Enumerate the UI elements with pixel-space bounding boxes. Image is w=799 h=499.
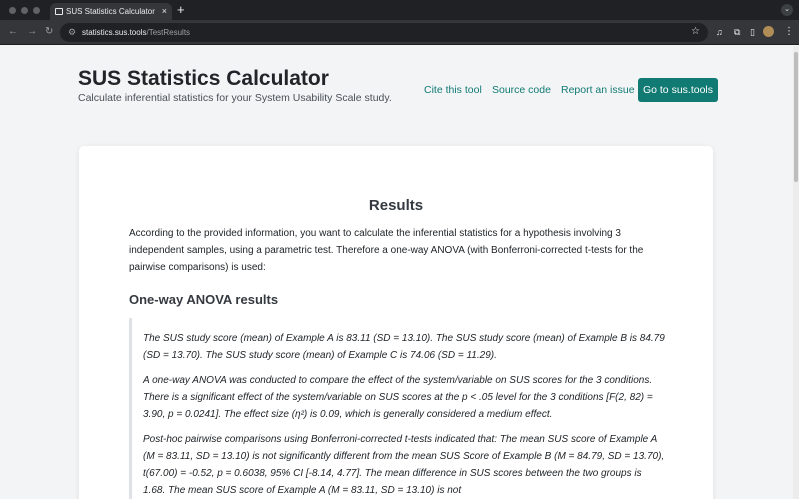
browser-tab-strip: [0, 0, 799, 20]
web-page: [0, 46, 793, 499]
url-path: /TestResults: [146, 28, 191, 37]
window-maximize-dot[interactable]: [33, 7, 40, 14]
url-text: [82, 23, 190, 42]
favicon-icon: [55, 8, 63, 15]
site-subtitle: Calculate inferential statistics for your System Usability Scale study.: [78, 92, 392, 104]
anova-paragraph: A one-way ANOVA was conducted to compare the effect of the system/variable on SUS scores for the 3 conditions. There is a significant effect of the system/variable on SUS scores at the p < .05 level for the 3 conditions [F(2, 82) = 3.90, p = 0.0241]. The effect size (η²) is 0.09, which is generally considered a medium effect.: [143, 375, 653, 420]
browser-menu-icon[interactable]: ⋮: [784, 26, 794, 37]
report-issue-link[interactable]: Report an issue: [561, 84, 635, 96]
address-bar[interactable]: [60, 23, 708, 42]
reload-icon[interactable]: ↻: [45, 26, 54, 37]
side-panel-icon[interactable]: ▯: [750, 27, 755, 37]
results-heading: Results: [368, 197, 424, 214]
browser-toolbar: [0, 20, 799, 45]
window-minimize-dot[interactable]: [21, 7, 28, 14]
new-tab-button[interactable]: +: [177, 2, 185, 17]
results-card: [79, 146, 713, 499]
browser-tab[interactable]: [50, 3, 172, 20]
source-code-link[interactable]: Source code: [492, 84, 551, 96]
profile-avatar[interactable]: [763, 26, 774, 37]
back-icon[interactable]: ←: [8, 26, 18, 37]
cite-link[interactable]: Cite this tool: [424, 84, 482, 96]
media-control-icon[interactable]: ♫: [716, 27, 723, 37]
site-title: SUS Statistics Calculator: [78, 67, 329, 90]
page-scrollbar[interactable]: [793, 46, 799, 499]
go-to-sus-tools-button[interactable]: Go to sus.tools: [638, 78, 718, 102]
forward-icon[interactable]: →: [27, 26, 37, 37]
results-intro: According to the provided information, you want to calculate the inferential statistics for a hypothesis involving 3 independent samples, using a parametric test. Therefore a one-way ANOVA (with Bonferroni-corrected t-tests for the pairwise comparisons) is used:: [129, 228, 644, 273]
anova-results-quote: [129, 318, 665, 499]
bookmark-star-icon[interactable]: ☆: [691, 26, 700, 37]
window-close-dot[interactable]: [9, 7, 16, 14]
url-domain: statistics.sus.tools: [82, 28, 147, 37]
anova-section-heading: One-way ANOVA results: [129, 292, 279, 307]
tab-close-icon[interactable]: ×: [161, 6, 167, 16]
tab-title: SUS Statistics Calculator: [66, 7, 155, 16]
tab-search-icon[interactable]: ⌄: [781, 4, 793, 16]
scrollbar-thumb[interactable]: [794, 52, 798, 182]
site-settings-icon[interactable]: ⚙: [68, 27, 77, 37]
posthoc-paragraph: Post-hoc pairwise comparisons using Bonferroni-corrected t-tests indicated that: The mean SUS score of Example A (M = 83.11, SD = 13.10) is not significantly different from the mean SUS Score of Example B (M = 84.79, SD = 13.70), t(67.00) = -0.52, p = 0.6038, 95% CI [-8.14, 4.77]. The mean difference in SUS scores between the two groups is 1.68. The mean SUS score of Example A (M = 83.11, SD = 13.10) is not: [143, 434, 665, 496]
descriptive-stats-paragraph: The SUS study score (mean) of Example A is 83.11 (SD = 13.10). The SUS study score (mean) of Example B is 84.79 (SD = 13.70). The SUS study score (mean) of Example C is 74.06 (SD = 11.29).: [143, 333, 665, 361]
extensions-icon[interactable]: ⧉: [734, 27, 741, 37]
